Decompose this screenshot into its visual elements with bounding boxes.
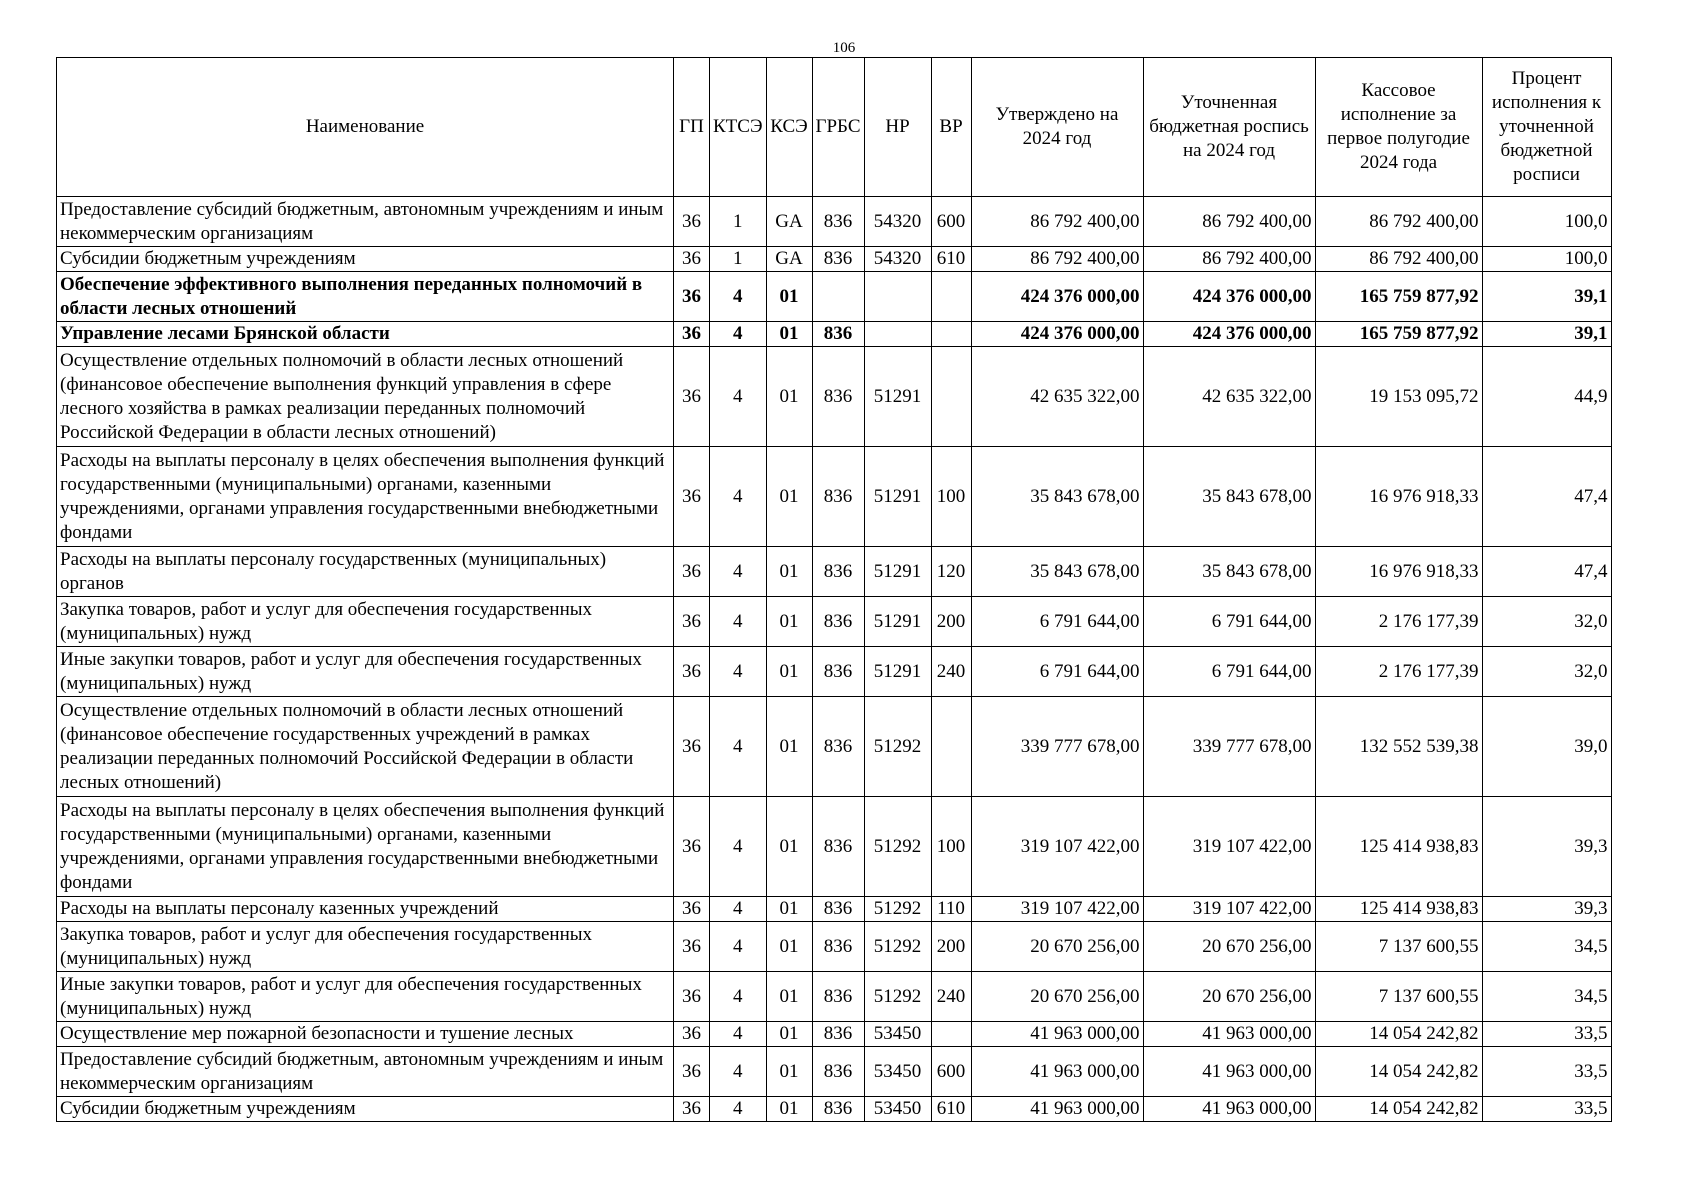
cell-gp: 36 <box>674 922 710 972</box>
cell-ktse: 4 <box>710 1047 767 1097</box>
header-approved: Утверждено на 2024 год <box>971 58 1143 197</box>
table-row <box>57 547 1612 597</box>
cell-kse: 01 <box>766 447 812 547</box>
cell-approved: 319 107 422,00 <box>971 797 1143 897</box>
cell-refined: 20 670 256,00 <box>1143 972 1315 1022</box>
cell-grbs: 836 <box>812 797 864 897</box>
cell-percent: 100,0 <box>1482 197 1611 247</box>
header-cash: Кассовое исполнение за первое полугодие 2024 года <box>1315 58 1482 197</box>
cell-vr: 600 <box>931 1047 971 1097</box>
cell-kse: 01 <box>766 547 812 597</box>
cell-kse: GA <box>766 247 812 272</box>
cell-kse: 01 <box>766 647 812 697</box>
cell-np <box>864 322 931 347</box>
header-ktse: КТСЭ <box>710 58 767 197</box>
cell-kse: 01 <box>766 597 812 647</box>
cell-ktse: 4 <box>710 322 767 347</box>
cell-gp: 36 <box>674 322 710 347</box>
cell-gp: 36 <box>674 697 710 797</box>
table-row <box>57 1022 1612 1047</box>
cell-np: 51292 <box>864 922 931 972</box>
cell-name: Закупка товаров, работ и услуг для обеспечения государственных (муниципальных) нужд <box>57 597 674 647</box>
cell-cash: 7 137 600,55 <box>1315 972 1482 1022</box>
cell-percent: 33,5 <box>1482 1022 1611 1047</box>
cell-name: Предоставление субсидий бюджетным, автономным учреждениям и иным некоммерческим организациям <box>57 1047 674 1097</box>
cell-percent: 34,5 <box>1482 972 1611 1022</box>
cell-kse: 01 <box>766 797 812 897</box>
cell-refined: 6 791 644,00 <box>1143 597 1315 647</box>
cell-kse: 01 <box>766 1047 812 1097</box>
cell-ktse: 4 <box>710 797 767 897</box>
cell-np: 51292 <box>864 697 931 797</box>
cell-grbs: 836 <box>812 597 864 647</box>
cell-name: Иные закупки товаров, работ и услуг для обеспечения государственных (муниципальных) нужд <box>57 972 674 1022</box>
cell-cash: 19 153 095,72 <box>1315 347 1482 447</box>
cell-gp: 36 <box>674 347 710 447</box>
cell-np: 51291 <box>864 647 931 697</box>
cell-refined: 319 107 422,00 <box>1143 797 1315 897</box>
cell-cash: 16 976 918,33 <box>1315 547 1482 597</box>
table-row <box>57 447 1612 547</box>
cell-approved: 35 843 678,00 <box>971 447 1143 547</box>
cell-vr: 120 <box>931 547 971 597</box>
header-refined: Уточненная бюджетная роспись на 2024 год <box>1143 58 1315 197</box>
cell-gp: 36 <box>674 197 710 247</box>
cell-refined: 339 777 678,00 <box>1143 697 1315 797</box>
cell-grbs: 836 <box>812 197 864 247</box>
table-row <box>57 972 1612 1022</box>
cell-np <box>864 272 931 322</box>
cell-cash: 16 976 918,33 <box>1315 447 1482 547</box>
header-kse: КСЭ <box>766 58 812 197</box>
cell-grbs: 836 <box>812 972 864 1022</box>
cell-gp: 36 <box>674 597 710 647</box>
cell-name: Расходы на выплаты персоналу в целях обеспечения выполнения функций государственными (муниципальными) органами, казенными учреждениями, органами управления государственными внебюджетными фондами <box>57 797 674 897</box>
cell-ktse: 4 <box>710 922 767 972</box>
cell-percent: 39,1 <box>1482 322 1611 347</box>
cell-grbs: 836 <box>812 1097 864 1122</box>
cell-gp: 36 <box>674 1047 710 1097</box>
cell-gp: 36 <box>674 972 710 1022</box>
cell-ktse: 4 <box>710 597 767 647</box>
cell-vr: 240 <box>931 647 971 697</box>
cell-name: Закупка товаров, работ и услуг для обеспечения государственных (муниципальных) нужд <box>57 922 674 972</box>
cell-percent: 33,5 <box>1482 1047 1611 1097</box>
cell-grbs: 836 <box>812 447 864 547</box>
cell-gp: 36 <box>674 1022 710 1047</box>
cell-approved: 20 670 256,00 <box>971 922 1143 972</box>
cell-kse: 01 <box>766 1022 812 1047</box>
table-row <box>57 322 1612 347</box>
page-number: 106 <box>832 40 856 56</box>
table-row <box>57 1097 1612 1122</box>
cell-grbs: 836 <box>812 547 864 597</box>
cell-vr: 240 <box>931 972 971 1022</box>
cell-percent: 47,4 <box>1482 547 1611 597</box>
cell-percent: 33,5 <box>1482 1097 1611 1122</box>
cell-vr <box>931 272 971 322</box>
cell-percent: 34,5 <box>1482 922 1611 972</box>
cell-name: Осуществление мер пожарной безопасности и тушение лесных <box>57 1022 674 1047</box>
cell-np: 53450 <box>864 1022 931 1047</box>
cell-cash: 7 137 600,55 <box>1315 922 1482 972</box>
table-header-row <box>57 58 1612 197</box>
header-np: НР <box>864 58 931 197</box>
cell-percent: 32,0 <box>1482 647 1611 697</box>
cell-np: 51292 <box>864 797 931 897</box>
cell-cash: 14 054 242,82 <box>1315 1097 1482 1122</box>
cell-vr <box>931 322 971 347</box>
cell-ktse: 4 <box>710 347 767 447</box>
cell-vr: 610 <box>931 1097 971 1122</box>
table-row <box>57 797 1612 897</box>
table-row <box>57 922 1612 972</box>
cell-approved: 41 963 000,00 <box>971 1097 1143 1122</box>
cell-gp: 36 <box>674 647 710 697</box>
cell-name: Расходы на выплаты персоналу казенных учреждений <box>57 897 674 922</box>
cell-kse: 01 <box>766 922 812 972</box>
table-row <box>57 647 1612 697</box>
cell-vr <box>931 347 971 447</box>
cell-cash: 132 552 539,38 <box>1315 697 1482 797</box>
budget-table <box>56 57 1612 1122</box>
cell-percent: 100,0 <box>1482 247 1611 272</box>
cell-gp: 36 <box>674 247 710 272</box>
cell-ktse: 4 <box>710 972 767 1022</box>
cell-approved: 6 791 644,00 <box>971 647 1143 697</box>
cell-vr: 100 <box>931 797 971 897</box>
cell-refined: 35 843 678,00 <box>1143 447 1315 547</box>
cell-np: 51291 <box>864 347 931 447</box>
cell-cash: 2 176 177,39 <box>1315 597 1482 647</box>
cell-grbs: 836 <box>812 647 864 697</box>
cell-approved: 41 963 000,00 <box>971 1022 1143 1047</box>
cell-np: 53450 <box>864 1047 931 1097</box>
cell-approved: 319 107 422,00 <box>971 897 1143 922</box>
header-percent: Процент исполнения к уточненной бюджетной росписи <box>1482 58 1611 197</box>
cell-refined: 42 635 322,00 <box>1143 347 1315 447</box>
cell-vr: 100 <box>931 447 971 547</box>
cell-ktse: 1 <box>710 247 767 272</box>
cell-vr: 200 <box>931 597 971 647</box>
cell-grbs: 836 <box>812 1047 864 1097</box>
header-grbs: ГРБС <box>812 58 864 197</box>
cell-kse: 01 <box>766 1097 812 1122</box>
header-name: Наименование <box>57 58 674 197</box>
cell-refined: 424 376 000,00 <box>1143 322 1315 347</box>
cell-kse: 01 <box>766 897 812 922</box>
cell-approved: 41 963 000,00 <box>971 1047 1143 1097</box>
table-row <box>57 597 1612 647</box>
cell-refined: 41 963 000,00 <box>1143 1047 1315 1097</box>
cell-refined: 6 791 644,00 <box>1143 647 1315 697</box>
cell-kse: 01 <box>766 972 812 1022</box>
table-row <box>57 197 1612 247</box>
cell-grbs: 836 <box>812 322 864 347</box>
cell-vr: 610 <box>931 247 971 272</box>
cell-np: 51291 <box>864 547 931 597</box>
cell-kse: 01 <box>766 697 812 797</box>
cell-name: Расходы на выплаты персоналу государственных (муниципальных) органов <box>57 547 674 597</box>
cell-refined: 35 843 678,00 <box>1143 547 1315 597</box>
cell-grbs: 836 <box>812 347 864 447</box>
cell-vr: 200 <box>931 922 971 972</box>
cell-cash: 125 414 938,83 <box>1315 897 1482 922</box>
cell-gp: 36 <box>674 897 710 922</box>
cell-kse: 01 <box>766 347 812 447</box>
table-row <box>57 272 1612 322</box>
cell-ktse: 4 <box>710 447 767 547</box>
cell-percent: 47,4 <box>1482 447 1611 547</box>
cell-name: Субсидии бюджетным учреждениям <box>57 1097 674 1122</box>
cell-ktse: 4 <box>710 272 767 322</box>
table-row <box>57 1047 1612 1097</box>
cell-refined: 86 792 400,00 <box>1143 197 1315 247</box>
cell-gp: 36 <box>674 547 710 597</box>
cell-kse: 01 <box>766 322 812 347</box>
cell-refined: 319 107 422,00 <box>1143 897 1315 922</box>
table-row <box>57 897 1612 922</box>
cell-approved: 20 670 256,00 <box>971 972 1143 1022</box>
cell-kse: 01 <box>766 272 812 322</box>
cell-grbs: 836 <box>812 922 864 972</box>
cell-approved: 424 376 000,00 <box>971 272 1143 322</box>
header-vr: ВР <box>931 58 971 197</box>
cell-cash: 165 759 877,92 <box>1315 272 1482 322</box>
cell-ktse: 4 <box>710 897 767 922</box>
cell-name: Иные закупки товаров, работ и услуг для обеспечения государственных (муниципальных) нужд <box>57 647 674 697</box>
table-body <box>57 197 1612 1122</box>
cell-gp: 36 <box>674 272 710 322</box>
cell-ktse: 4 <box>710 547 767 597</box>
cell-gp: 36 <box>674 1097 710 1122</box>
cell-ktse: 4 <box>710 647 767 697</box>
cell-approved: 42 635 322,00 <box>971 347 1143 447</box>
table-row <box>57 347 1612 447</box>
cell-cash: 14 054 242,82 <box>1315 1047 1482 1097</box>
cell-name: Субсидии бюджетным учреждениям <box>57 247 674 272</box>
cell-np: 51292 <box>864 972 931 1022</box>
cell-ktse: 4 <box>710 1022 767 1047</box>
cell-ktse: 4 <box>710 697 767 797</box>
cell-grbs: 836 <box>812 697 864 797</box>
cell-name: Управление лесами Брянской области <box>57 322 674 347</box>
cell-approved: 86 792 400,00 <box>971 197 1143 247</box>
cell-percent: 39,3 <box>1482 897 1611 922</box>
cell-vr: 600 <box>931 197 971 247</box>
cell-cash: 14 054 242,82 <box>1315 1022 1482 1047</box>
cell-cash: 125 414 938,83 <box>1315 797 1482 897</box>
cell-vr: 110 <box>931 897 971 922</box>
cell-np: 53450 <box>864 1097 931 1122</box>
cell-kse: GA <box>766 197 812 247</box>
cell-cash: 86 792 400,00 <box>1315 247 1482 272</box>
table-row <box>57 697 1612 797</box>
cell-name: Осуществление отдельных полномочий в области лесных отношений (финансовое обеспечение государственных учреждений в рамках реализации переданных полномочий Российской Федерации в области лесных отношений) <box>57 697 674 797</box>
cell-cash: 2 176 177,39 <box>1315 647 1482 697</box>
cell-ktse: 1 <box>710 197 767 247</box>
cell-gp: 36 <box>674 447 710 547</box>
cell-refined: 86 792 400,00 <box>1143 247 1315 272</box>
cell-cash: 165 759 877,92 <box>1315 322 1482 347</box>
cell-np: 54320 <box>864 247 931 272</box>
cell-percent: 39,3 <box>1482 797 1611 897</box>
cell-approved: 339 777 678,00 <box>971 697 1143 797</box>
cell-np: 51291 <box>864 447 931 547</box>
cell-percent: 39,1 <box>1482 272 1611 322</box>
cell-name: Расходы на выплаты персоналу в целях обеспечения выполнения функций государственными (муниципальными) органами, казенными учреждениями, органами управления государственными внебюджетными фондами <box>57 447 674 547</box>
table-row <box>57 247 1612 272</box>
cell-refined: 41 963 000,00 <box>1143 1097 1315 1122</box>
cell-refined: 424 376 000,00 <box>1143 272 1315 322</box>
cell-np: 51291 <box>864 597 931 647</box>
cell-vr <box>931 1022 971 1047</box>
cell-name: Обеспечение эффективного выполнения переданных полномочий в области лесных отношений <box>57 272 674 322</box>
header-gp: ГП <box>674 58 710 197</box>
cell-percent: 32,0 <box>1482 597 1611 647</box>
cell-approved: 424 376 000,00 <box>971 322 1143 347</box>
cell-approved: 86 792 400,00 <box>971 247 1143 272</box>
cell-gp: 36 <box>674 797 710 897</box>
cell-vr <box>931 697 971 797</box>
cell-np: 51292 <box>864 897 931 922</box>
cell-grbs: 836 <box>812 1022 864 1047</box>
cell-grbs <box>812 272 864 322</box>
cell-percent: 39,0 <box>1482 697 1611 797</box>
cell-percent: 44,9 <box>1482 347 1611 447</box>
cell-refined: 41 963 000,00 <box>1143 1022 1315 1047</box>
cell-ktse: 4 <box>710 1097 767 1122</box>
cell-name: Предоставление субсидий бюджетным, автономным учреждениям и иным некоммерческим организациям <box>57 197 674 247</box>
cell-approved: 35 843 678,00 <box>971 547 1143 597</box>
cell-cash: 86 792 400,00 <box>1315 197 1482 247</box>
cell-grbs: 836 <box>812 897 864 922</box>
cell-np: 54320 <box>864 197 931 247</box>
cell-grbs: 836 <box>812 247 864 272</box>
cell-approved: 6 791 644,00 <box>971 597 1143 647</box>
cell-name: Осуществление отдельных полномочий в области лесных отношений (финансовое обеспечение выполнения функций управления в сфере лесного хозяйства в рамках реализации переданных полномочий Российской Федерации в области лесных отношений) <box>57 347 674 447</box>
cell-refined: 20 670 256,00 <box>1143 922 1315 972</box>
